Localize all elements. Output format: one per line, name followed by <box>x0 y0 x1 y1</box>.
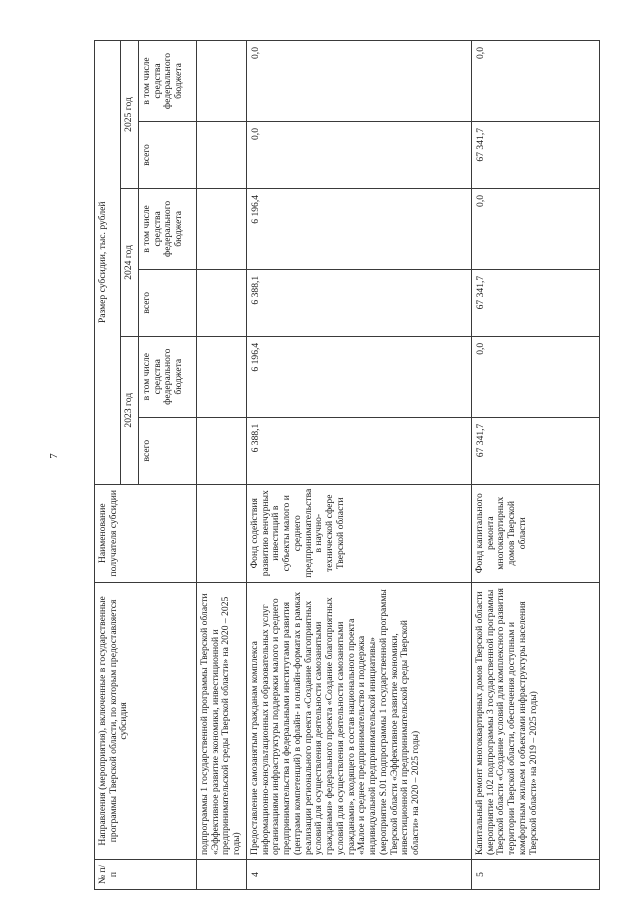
row-2024-total: 6 388,1 <box>247 269 472 336</box>
header-federal-2025: в том числе средства федерального бюджета <box>139 41 197 122</box>
row-no: 4 <box>247 859 472 889</box>
header-total-2023: всего <box>139 417 197 484</box>
row-2025-federal <box>197 41 247 122</box>
table-row <box>247 41 472 890</box>
row-2023-total <box>197 417 247 484</box>
row-direction: подпрограммы 1 государственной программы Тверской области «Эффективное развитие экономики, инвестиционной и предпринимательской среды Тверской области» на 2020 – 2025 годы) <box>197 582 247 859</box>
header-year-2025: 2025 год <box>121 41 139 189</box>
row-2024-total <box>197 269 247 336</box>
page-number: 7 <box>48 453 60 459</box>
row-recipient: Фонд содействия развитию венчурных инвестиций в субъекты малого и среднего предпринимательства в научно-технической сфере Тверской области <box>247 484 472 582</box>
table-row <box>197 41 247 890</box>
row-no: 5 <box>472 859 600 889</box>
row-2025-total: 67 341,7 <box>472 121 600 188</box>
header-no: № п/п <box>95 859 197 889</box>
row-direction: Предоставление самозанятым гражданам комплекса информационно-консультационных и образовательных услуг организациями инфраструктуры поддержки малого и среднего предпринимательства и федеральными институтами развития (центрами компетенций) в офлайн- и онлайн-форматах в рамках реализации регионального проекта «Создание благоприятных условий для осуществления деятельности самозанятыми гражданами» федерального проекта «Создание благоприятных условий для осуществления деятельности самозанятыми гражданами», входящего в состав национального проекта «Малое и среднее предпринимательство и поддержка индивидуальной предпринимательской инициативы» (мероприятие S.01 подпрограммы 1 государственной программы Тверской области «Эффективное развитие экономики, инвестиционной и предпринимательской среды Тверской области» на 2020 – 2025 годы) <box>247 582 472 859</box>
row-2023-total: 67 341,7 <box>472 417 600 484</box>
row-2025-federal: 0,0 <box>472 41 600 122</box>
header-subsidy-size: Размер субсидии, тыс. рублей <box>95 41 121 485</box>
document-sheet <box>94 40 599 890</box>
rotated-table-wrapper <box>94 40 599 890</box>
row-2024-federal: 0,0 <box>472 188 600 269</box>
row-2024-federal: 6 196,4 <box>247 188 472 269</box>
row-2025-total <box>197 121 247 188</box>
table-row <box>472 41 600 890</box>
row-2023-federal <box>197 336 247 417</box>
row-2023-total: 6 388,1 <box>247 417 472 484</box>
row-no <box>197 859 247 889</box>
header-total-2025: всего <box>139 121 197 188</box>
header-federal-2024: в том числе средства федерального бюджета <box>139 188 197 269</box>
row-2024-federal <box>197 188 247 269</box>
header-direction: Направления (мероприятия), включенные в государственные программы Тверской области, по которым предоставляется субсидия <box>95 582 197 859</box>
row-2023-federal: 6 196,4 <box>247 336 472 417</box>
row-2025-total: 0,0 <box>247 121 472 188</box>
row-direction: Капитальный ремонт многоквартирных домов Тверской области (мероприятие 1.02 подпрограммы 3 государственной программы Тверской области «Создание условий для комплексного развития территории Тверской области, обеспечения доступным и комфортным жильем и объектами инфраструктуры населения Тверской области» на 2019 – 2025 годы) <box>472 582 600 859</box>
header-year-2023: 2023 год <box>121 336 139 484</box>
header-total-2024: всего <box>139 269 197 336</box>
row-2023-federal: 0,0 <box>472 336 600 417</box>
row-2024-total: 67 341,7 <box>472 269 600 336</box>
header-year-2024: 2024 год <box>121 188 139 336</box>
row-recipient: Фонд капитального ремонта многоквартирных домов Тверской области <box>472 484 600 582</box>
row-2025-federal: 0,0 <box>247 41 472 122</box>
row-recipient <box>197 484 247 582</box>
header-federal-2023: в том числе средства федерального бюджета <box>139 336 197 417</box>
header-recipient: Наименование получателя субсидии <box>95 484 197 582</box>
subsidy-table <box>94 40 600 890</box>
